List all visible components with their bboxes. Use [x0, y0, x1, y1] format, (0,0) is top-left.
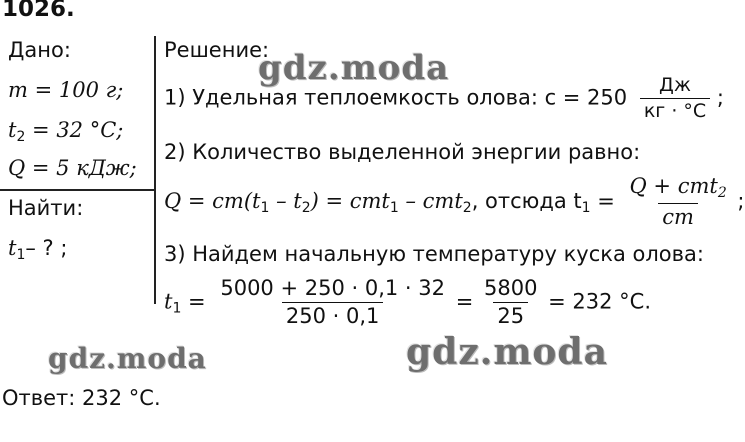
eq3-den2: 25 [493, 302, 528, 327]
eq2-numerator [626, 176, 731, 203]
given-t2-var: t [8, 118, 17, 142]
answer: Ответ: 232 °C. [2, 386, 161, 410]
eq2-b: – t [269, 189, 302, 213]
watermark-logo: gdz.moda [258, 48, 450, 88]
eq2-s2: 2 [301, 200, 311, 216]
eq3-eq: = [181, 289, 206, 314]
eq3-fraction1 [216, 278, 449, 327]
eq2-fraction [626, 176, 731, 228]
step1-units-den: кг · °C [640, 98, 710, 121]
given-t2-sub: 2 [16, 129, 26, 145]
step1-end: ; [716, 85, 724, 110]
given-t2-value: = 32 °C; [25, 118, 124, 142]
eq3-fraction2 [480, 278, 541, 327]
find-heading: Найти: [8, 196, 84, 220]
step2-text: 2) Количество выделенной энергии равно: [164, 140, 641, 164]
watermark-logo: gdz.moda [406, 331, 608, 373]
eq2-s5: 1 [581, 200, 591, 216]
given-temperature [8, 120, 123, 144]
step1-units-fraction [640, 76, 710, 121]
eq2-num-sub: 2 [717, 185, 727, 201]
eq3-num2: 5800 [483, 276, 538, 300]
eq3-end: = 232 °C. [548, 289, 651, 314]
given-heading: Дано: [8, 38, 71, 62]
eq2-f: = [590, 189, 615, 213]
eq2-s3: 1 [389, 200, 399, 216]
eq2-c: ) = cmt [310, 189, 390, 213]
eq2-end: ; [737, 189, 745, 213]
eq2-s4: 2 [462, 200, 472, 216]
eq3-s: 1 [172, 300, 182, 317]
eq3-a: t [164, 289, 173, 314]
eq2-s1: 1 [260, 200, 270, 216]
find-variable [8, 238, 67, 262]
step1-text: 1) Удельная теплоемкость олова: c = 250 [164, 85, 628, 110]
eq3-den1: 250 · 0,1 [282, 302, 384, 327]
vertical-divider [154, 36, 156, 304]
problem-number: 1026. [2, 0, 75, 22]
find-var: t [8, 236, 17, 260]
watermark-logo: gdz.moda [48, 342, 207, 375]
step2-equation [164, 176, 745, 228]
eq2-d: – cmt [398, 189, 463, 213]
eq2-num-a: Q + cmt [629, 174, 718, 198]
given-heat: Q = 5 кДж; [8, 156, 137, 180]
eq2-denominator: cm [658, 203, 698, 228]
step1-units-num: Дж [659, 74, 691, 96]
step3-equation [164, 278, 651, 327]
step3-text: 3) Найдем начальную температуру куска олова: [164, 242, 704, 266]
given-mass: m = 100 г; [8, 78, 124, 102]
eq3-eq2: = [455, 289, 474, 314]
eq2-a: Q = cm(t [164, 189, 261, 213]
find-sub: 1 [16, 247, 26, 263]
solution-heading: Решение: [164, 38, 270, 62]
eq2-e: , отсюда t [471, 189, 582, 213]
eq3-num1: 5000 + 250 · 0,1 · 32 [220, 276, 445, 300]
find-rest: – ? ; [25, 236, 68, 260]
horizontal-divider [0, 189, 155, 191]
